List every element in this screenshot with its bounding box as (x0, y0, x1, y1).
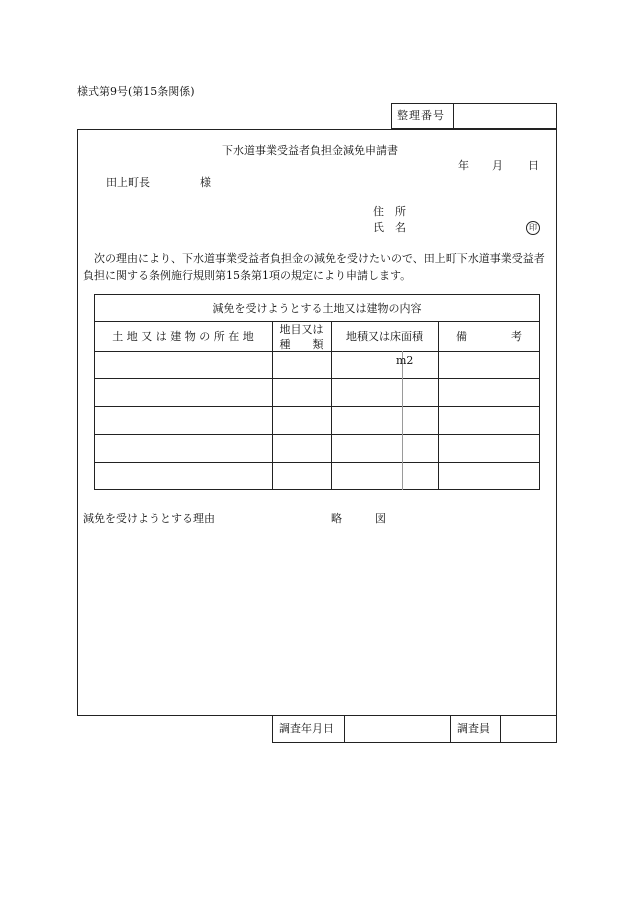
row-4-location[interactable] (96, 436, 270, 460)
surveyor-field[interactable] (503, 718, 554, 740)
reason-label: 減免を受けようとする理由 (83, 512, 215, 525)
registration-number-field[interactable] (456, 106, 554, 126)
address-label: 住 所 (373, 205, 406, 218)
header-category-line2: 種 類 (279, 338, 324, 351)
date-year: 年 (458, 159, 469, 172)
sketch-label: 略 図 (331, 512, 386, 525)
addressee-name: 田上町長 (106, 176, 150, 189)
header-category-line1: 地目又は (279, 323, 324, 336)
table-caption: 減免を受けようとする土地又は建物の内容 (212, 302, 422, 315)
surveyor-label: 調査員 (457, 722, 490, 735)
header-area: 地積又は床面積 (346, 330, 423, 343)
header-location: 土 地 又 は 建 物 の 所 在 地 (112, 330, 254, 343)
date-month: 月 (492, 159, 503, 172)
application-statement: 次の理由により、下水道事業受益者負担金の減免を受けたいので、田上町下水道事業受益者負担に関する条例施行規則第15条第1項の規定により申請します。 (83, 252, 545, 282)
row-1-location[interactable] (96, 353, 270, 376)
header-remarks: 備 考 (456, 330, 522, 343)
addressee-honorific: 様 (200, 176, 211, 189)
date-day: 日 (528, 159, 539, 172)
seal-mark: 印 (526, 221, 540, 235)
form-title: 下水道事業受益者負担金減免申請書 (222, 144, 398, 157)
survey-date-field[interactable] (347, 718, 447, 740)
row-5-location[interactable] (96, 464, 270, 488)
name-label: 氏 名 (373, 221, 406, 234)
row-3-location[interactable] (96, 408, 270, 432)
registration-number-label: 整理番号 (397, 109, 445, 122)
form-number: 様式第9号(第15条関係) (77, 85, 195, 98)
row-2-location[interactable] (96, 380, 270, 404)
area-unit: m2 (396, 354, 414, 367)
survey-date-label: 調査年月日 (279, 722, 334, 735)
